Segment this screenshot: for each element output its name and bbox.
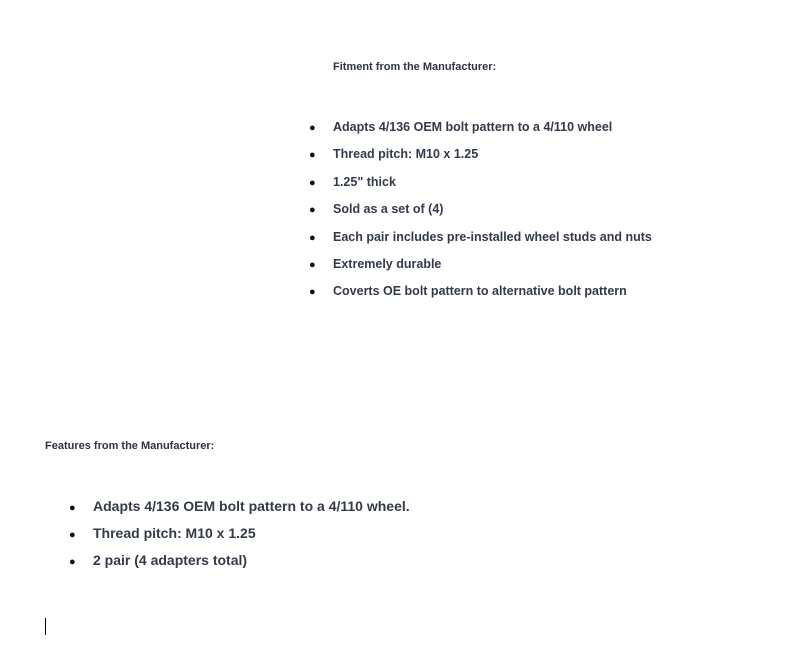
list-item-text: Adapts 4/136 OEM bolt pattern to a 4/110 wheel xyxy=(333,120,613,134)
list-item-text: Sold as a set of (4) xyxy=(333,202,444,217)
list-item-text: 1.25" thick xyxy=(333,174,396,189)
list-item-text: Adapts 4/136 OEM bolt pattern to a 4/110 wheel. xyxy=(93,498,410,514)
list-item xyxy=(309,146,652,173)
text-cursor[interactable] xyxy=(45,618,46,635)
bullet-icon: ● xyxy=(69,529,76,542)
list-item-text: Each pair includes pre-installed wheel studs and nuts xyxy=(333,229,652,244)
list-item-text: 2 pair (4 adapters total) xyxy=(93,552,248,569)
bullet-icon: ● xyxy=(309,204,316,217)
list-item xyxy=(309,201,652,228)
list-item-text: Thread pitch: M10 x 1.25 xyxy=(93,525,256,542)
list-item xyxy=(69,551,410,578)
list-item xyxy=(69,497,410,524)
bullet-icon: ● xyxy=(309,286,316,299)
bullet-icon: ● xyxy=(309,176,316,189)
features-heading: Features from the Manufacturer: xyxy=(45,440,215,452)
fitment-heading: Fitment from the Manufacturer: xyxy=(333,61,497,73)
bullet-icon: ● xyxy=(309,258,316,271)
bullet-icon: ● xyxy=(309,149,316,162)
bullet-icon: ● xyxy=(309,231,316,244)
list-item xyxy=(309,229,652,256)
list-item-text: Extremely durable xyxy=(333,256,442,271)
list-item-text: Thread pitch: M10 x 1.25 xyxy=(333,147,479,162)
list-item xyxy=(309,256,652,283)
list-item xyxy=(69,524,410,551)
bullet-icon: ● xyxy=(69,502,76,514)
fitment-list xyxy=(309,119,652,311)
bullet-icon: ● xyxy=(309,122,316,134)
list-item-text: Coverts OE bolt pattern to alternative bolt pattern xyxy=(333,284,627,299)
list-item xyxy=(309,119,652,146)
list-item xyxy=(309,283,652,310)
list-item xyxy=(309,174,652,201)
features-list xyxy=(69,497,410,579)
bullet-icon: ● xyxy=(69,556,76,569)
